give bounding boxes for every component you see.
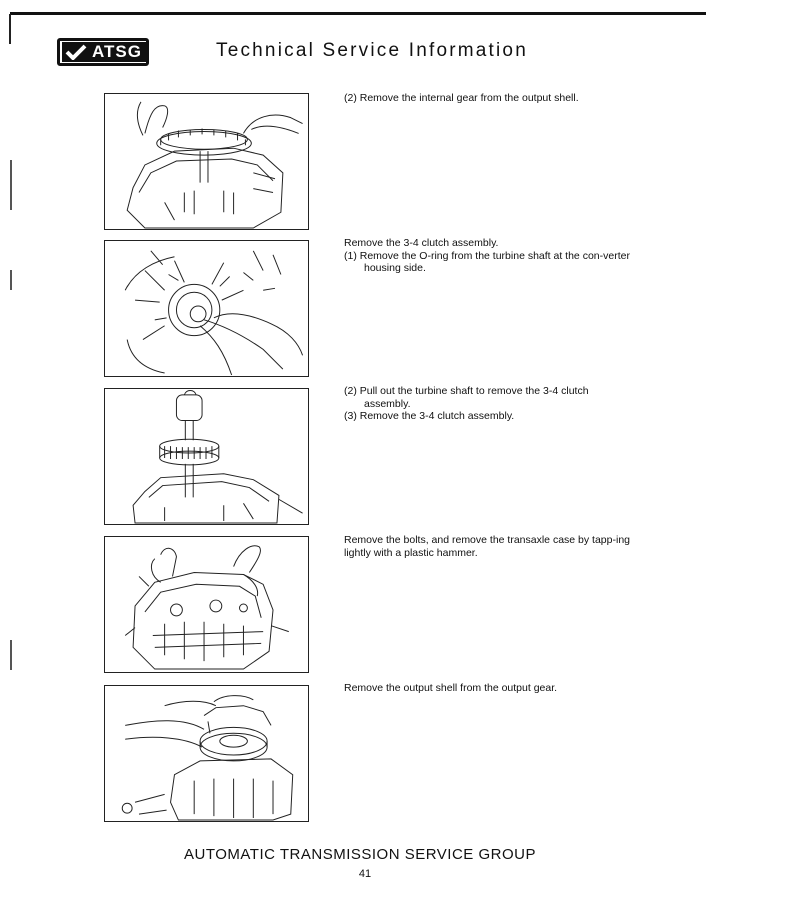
step-line: Remove the output shell from the output gear.	[344, 682, 558, 694]
page-title: Technical Service Information	[216, 40, 528, 61]
step-line: Remove the 3-4 clutch assembly.	[344, 237, 499, 249]
figure-internal-gear-removal	[104, 93, 309, 230]
figure-output-shell-removal	[104, 685, 309, 822]
step-text-5	[344, 682, 630, 695]
page-edge-mark	[9, 14, 11, 44]
step-line: (2) Pull out the turbine shaft to remove the 3-4 clutch assembly.	[344, 385, 589, 410]
step-line: (1) Remove the O-ring from the turbine shaft at the con-verter housing side.	[344, 249, 630, 274]
page-edge-mark	[10, 640, 12, 670]
step-line: (2) Remove the internal gear from the output shell.	[344, 92, 579, 104]
step-text-4	[344, 534, 630, 559]
figure-clutch-assembly-pull	[104, 388, 309, 525]
step-line: (3) Remove the 3-4 clutch assembly.	[344, 410, 515, 422]
logo-text: ATSG	[90, 42, 146, 62]
checkmark-icon	[62, 42, 90, 62]
atsg-logo	[57, 38, 149, 66]
page-edge-mark	[10, 160, 12, 210]
step-line: Remove the bolts, and remove the transaxle case by tapp-ing lightly with a plastic hammer.	[344, 534, 630, 559]
top-rule	[10, 12, 706, 15]
footer-organization: AUTOMATIC TRANSMISSION SERVICE GROUP	[184, 846, 536, 863]
step-text-3	[344, 385, 630, 423]
step-text-1	[344, 92, 630, 105]
page-edge-mark	[10, 270, 12, 290]
step-text-2	[344, 237, 630, 275]
figure-transaxle-case-removal	[104, 536, 309, 673]
page-number: 41	[358, 868, 372, 880]
figure-o-ring-removal	[104, 240, 309, 377]
